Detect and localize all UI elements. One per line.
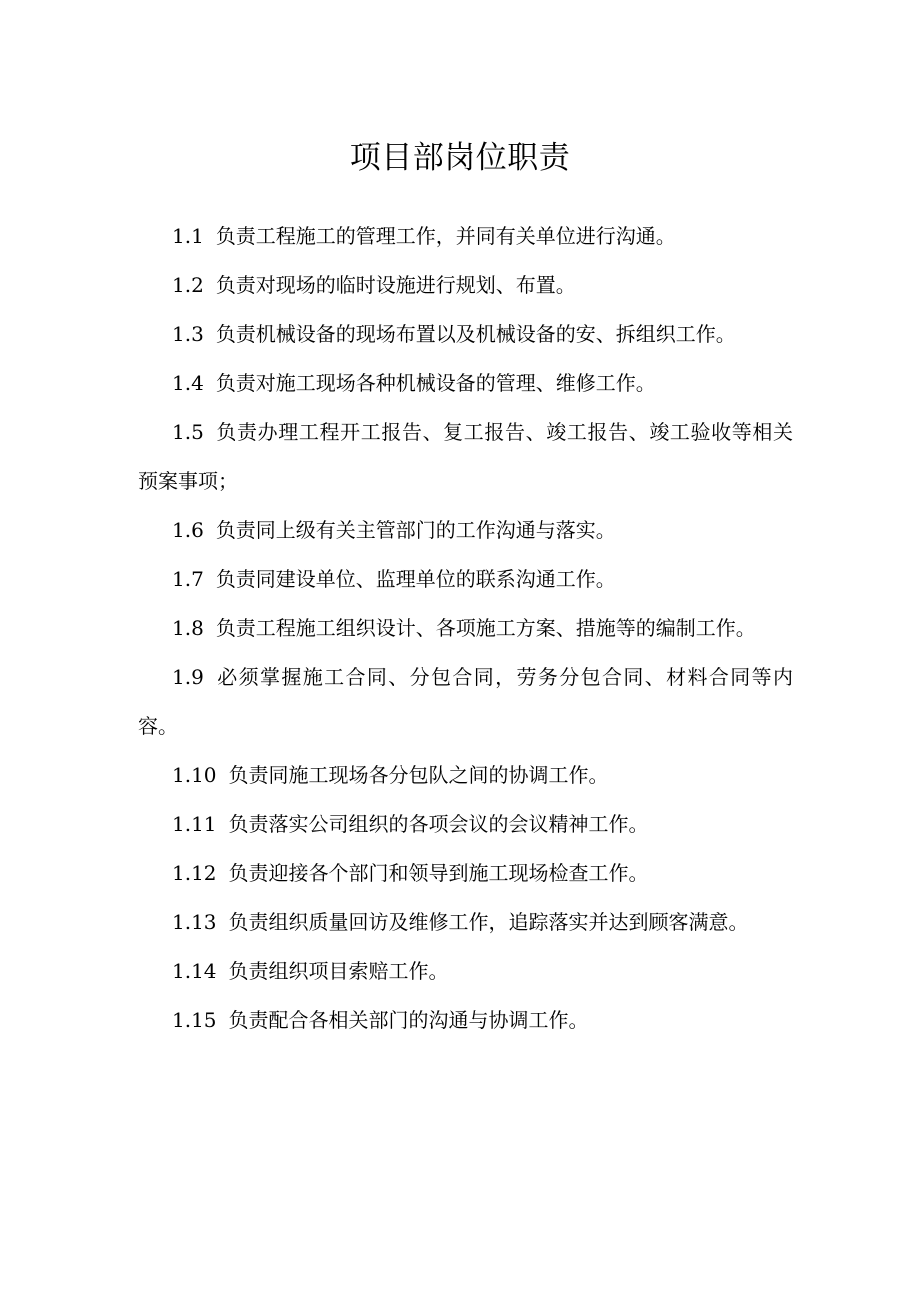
item-number: 1.5 [172, 420, 204, 444]
list-item [138, 996, 793, 1045]
item-text: 负责同建设单位、监理单位的联系沟通工作。 [215, 567, 616, 591]
item-number: 1.14 [172, 959, 217, 983]
item-number: 1.6 [172, 518, 204, 542]
item-number: 1.2 [172, 273, 204, 297]
list-item [138, 261, 793, 310]
item-text: 负责同施工现场各分包队之间的协调工作。 [228, 763, 609, 787]
list-item [138, 408, 793, 506]
item-text: 负责工程施工组织设计、各项施工方案、措施等的编制工作。 [215, 616, 756, 640]
list-item [138, 751, 793, 800]
responsibility-list [138, 212, 793, 1045]
item-number: 1.11 [172, 812, 217, 836]
item-number: 1.15 [172, 1008, 217, 1032]
item-text: 负责组织项目索赔工作。 [228, 959, 449, 983]
list-item [138, 604, 793, 653]
item-text: 负责对现场的临时设施进行规划、布置。 [215, 273, 576, 297]
item-text: 负责迎接各个部门和领导到施工现场检查工作。 [228, 861, 649, 885]
item-number: 1.8 [172, 616, 204, 640]
list-item [138, 212, 793, 261]
item-text: 负责配合各相关部门的沟通与协调工作。 [228, 1008, 589, 1032]
item-text: 负责办理工程开工报告、复工报告、竣工报告、竣工验收等相关预案事项； [138, 420, 793, 493]
list-item [138, 555, 793, 604]
list-item [138, 506, 793, 555]
list-item [138, 310, 793, 359]
list-item [138, 849, 793, 898]
item-text: 负责对施工现场各种机械设备的管理、维修工作。 [215, 371, 656, 395]
item-text: 负责工程施工的管理工作，并同有关单位进行沟通。 [215, 224, 676, 248]
item-number: 1.4 [172, 371, 204, 395]
item-text: 必须掌握施工合同、分包合同，劳务分包合同、材料合同等内容。 [138, 665, 793, 738]
list-item [138, 947, 793, 996]
item-number: 1.9 [172, 665, 204, 689]
item-number: 1.13 [172, 910, 217, 934]
page-title: 项目部岗位职责 [349, 140, 571, 176]
item-number: 1.3 [172, 322, 204, 346]
item-text: 负责机械设备的现场布置以及机械设备的安、拆组织工作。 [215, 322, 736, 346]
item-number: 1.12 [172, 861, 217, 885]
item-number: 1.10 [172, 763, 217, 787]
item-number: 1.7 [172, 567, 204, 591]
list-item [138, 898, 793, 947]
list-item [138, 359, 793, 408]
item-text: 负责落实公司组织的各项会议的会议精神工作。 [228, 812, 649, 836]
item-text: 负责同上级有关主管部门的工作沟通与落实。 [215, 518, 616, 542]
list-item [138, 653, 793, 751]
item-text: 负责组织质量回访及维修工作，追踪落实并达到顾客满意。 [228, 910, 749, 934]
item-number: 1.1 [172, 224, 204, 248]
list-item [138, 800, 793, 849]
